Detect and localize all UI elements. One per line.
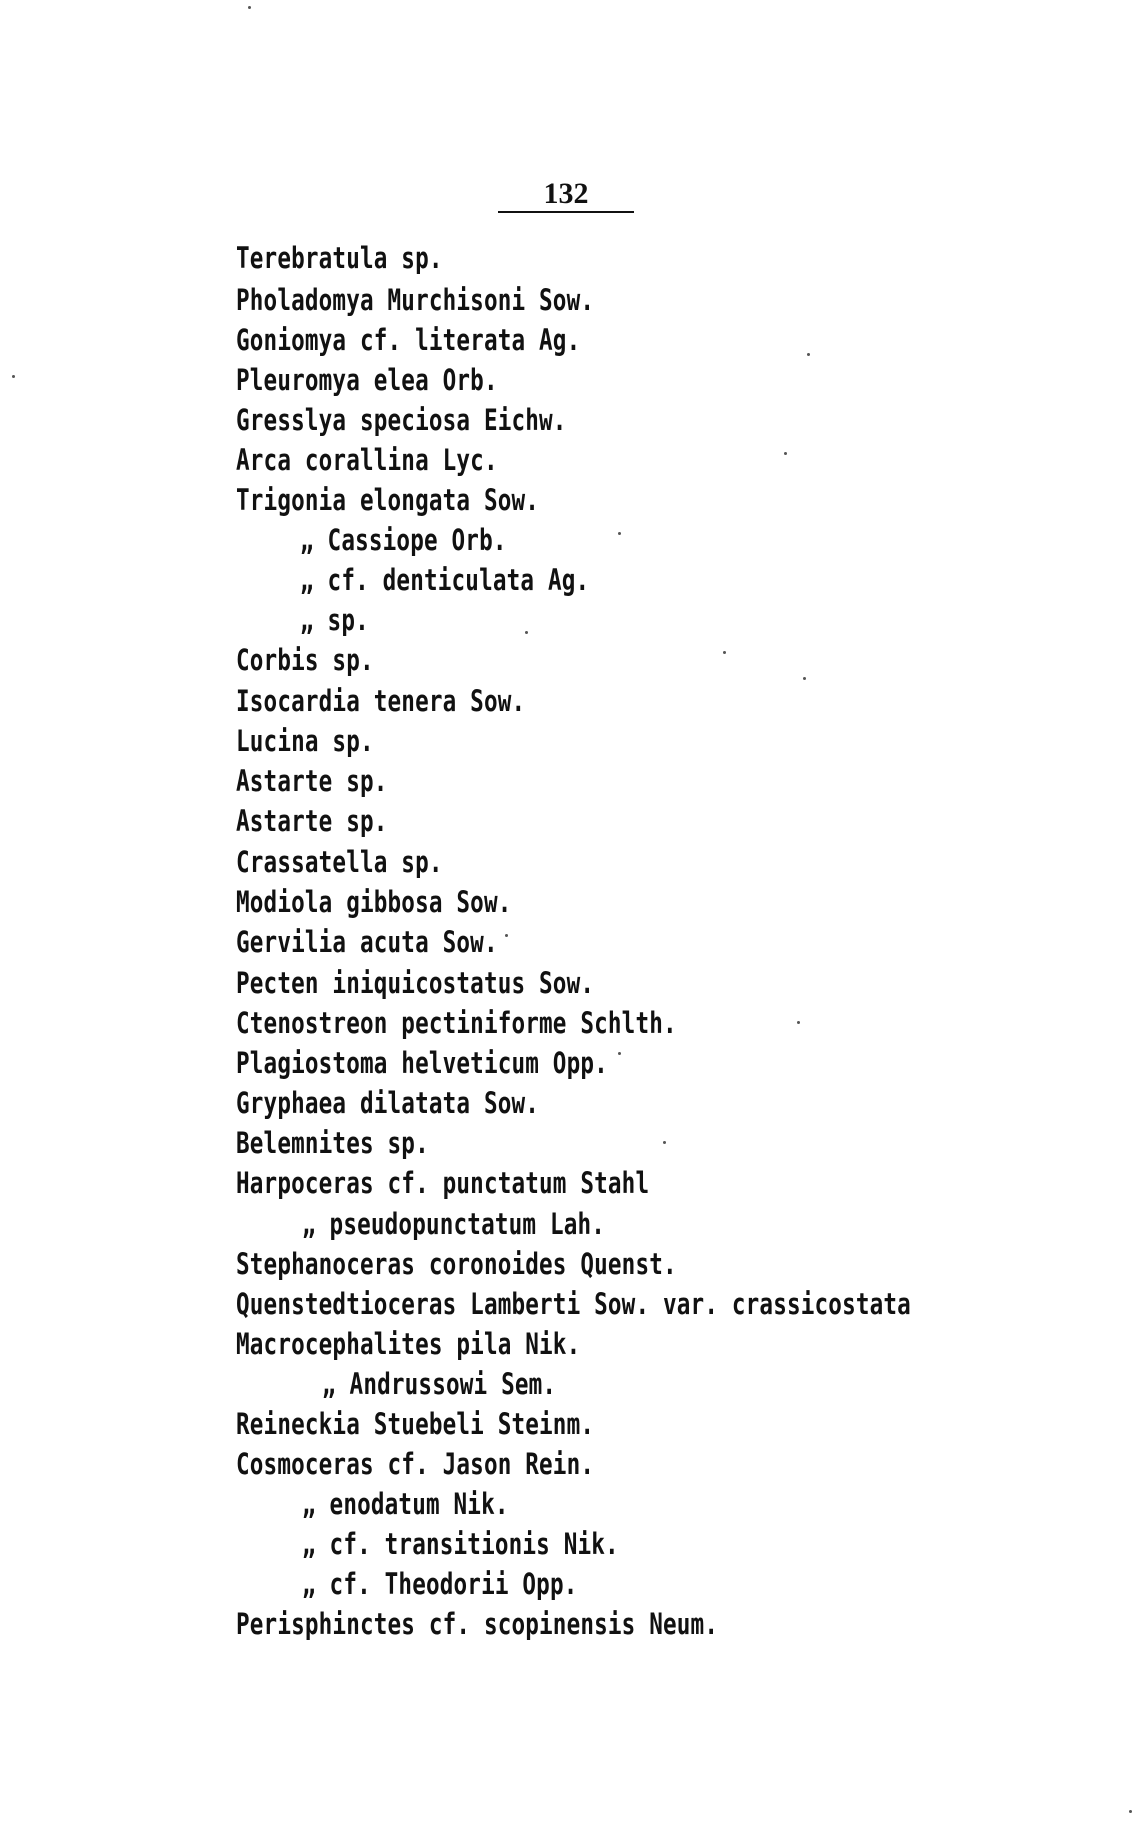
list-item: Crassatella sp. [236,845,443,879]
list-item: Modiola gibbosa Sow. [236,885,512,919]
print-speck [505,934,508,937]
list-item: Stephanoceras coronoides Quenst. [236,1247,677,1281]
list-item: „ cf. transitionis Nik. [302,1527,619,1561]
list-item: Isocardia tenera Sow. [236,684,526,718]
print-speck [784,452,787,455]
print-speck [803,677,806,680]
list-item: Pecten iniquicostatus Sow. [236,966,595,1000]
list-item: Trigonia elongata Sow. [236,483,540,517]
list-item: Corbis sp. [236,643,374,677]
list-item: „ Cassiope Orb. [300,523,507,557]
print-speck [1129,1810,1132,1813]
page-number-rule [498,211,634,213]
print-speck [618,1052,621,1055]
list-item: Astarte sp. [236,764,388,798]
list-item: Pholadomya Murchisoni Sow. [236,283,595,317]
print-speck [723,651,726,654]
list-item: Goniomya cf. literata Ag. [236,323,581,357]
list-item: Gresslya speciosa Eichw. [236,403,567,437]
list-item: Belemnites sp. [236,1126,429,1160]
list-item: Arca corallina Lyc. [236,443,498,477]
list-item: Ctenostreon pectiniforme Schlth. [236,1006,677,1040]
print-speck [807,353,810,356]
list-item: Pleuromya elea Orb. [236,363,498,397]
list-item: Cosmoceras cf. Jason Rein. [236,1447,595,1481]
page-number: 132 [543,177,589,210]
list-item: Lucina sp. [236,724,374,758]
print-speck [618,532,621,535]
list-item: Gervilia acuta Sow. [236,925,498,959]
list-item: Terebratula sp. [236,241,443,275]
print-speck [797,1021,800,1024]
list-item: „ enodatum Nik. [302,1487,509,1521]
list-item: „ pseudopunctatum Lah. [302,1207,606,1241]
list-item: Harpoceras cf. punctatum Stahl [236,1166,650,1200]
print-speck [663,1141,666,1144]
list-item: „ cf. Theodorii Opp. [302,1567,578,1601]
list-item: „ cf. denticulata Ag. [300,563,590,597]
list-item: Gryphaea dilatata Sow. [236,1086,540,1120]
print-speck [248,6,251,9]
list-item: Plagiostoma helveticum Opp. [236,1046,608,1080]
list-item: Quenstedtioceras Lamberti Sow. var. crassicostata [236,1287,911,1321]
list-item: Perisphinctes cf. scopinensis Neum. [236,1607,719,1641]
list-item: „ Andrussowi Sem. [322,1367,557,1401]
list-item: „ sp. [300,603,369,637]
list-item: Macrocephalites pila Nik. [236,1327,581,1361]
list-item: Reineckia Stuebeli Steinm. [236,1407,595,1441]
print-speck [12,375,15,378]
list-item: Astarte sp. [236,804,388,838]
print-speck [525,631,528,634]
